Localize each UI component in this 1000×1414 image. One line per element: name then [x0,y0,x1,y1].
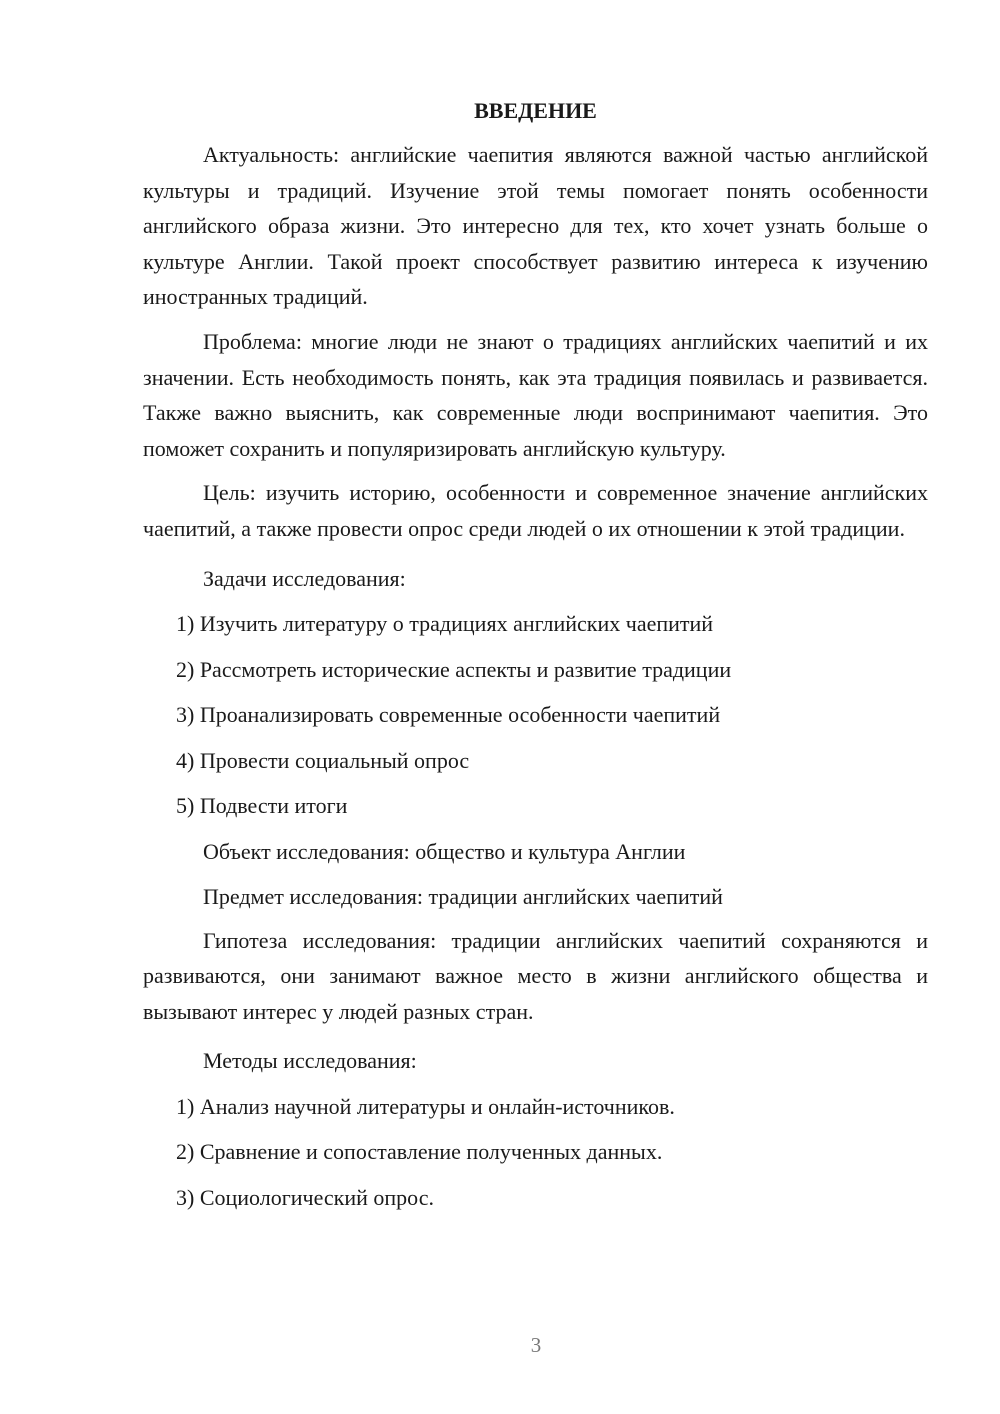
task-item: 4) Провести социальный опрос [176,747,470,773]
goal-paragraph: Цель: изучить историю, особенности и современное значение английских чаепитий, а также провести опрос среди людей о их отношении к этой традиции. [143,480,928,541]
subject-line: Предмет исследования: традиции английских чаепитий [203,884,723,910]
task-item: 3) Проанализировать современные особенности чаепитий [176,702,721,728]
relevance-paragraph: Актуальность: английские чаепития являются важной частью английской культуры и традиций. Изучение этой темы помогает понять особенности английского образа жизни. Это интересно для тех, кто хочет узнать больше о культуре Англии. Такой проект способствует развитию интереса к изучению иностранных традиций. [143,142,928,310]
method-item: 1) Анализ научной литературы и онлайн-источников. [176,1093,675,1119]
method-item: 3) Социологический опрос. [176,1184,434,1210]
hypothesis-paragraph: Гипотеза исследования: традиции английских чаепитий сохраняются и развиваются, они занимают важное место в жизни английского общества и вызывают интерес у людей разных стран. [143,927,928,1024]
method-item: 2) Сравнение и сопоставление полученных данных. [176,1139,663,1165]
page-number: 3 [530,1333,542,1357]
methods-section [143,1038,928,1220]
object-line: Объект исследования: общество и культура Англии [203,838,686,864]
problem-paragraph: Проблема: многие люди не знают о традициях английских чаепитий и их значении. Есть необходимость понять, как эта традиция появилась и развивается. Также важно выяснить, как современные люди воспринимают чаепития. Это поможет сохранить и популяризировать английскую культуру. [143,328,928,461]
task-item: 5) Подвести итоги [176,793,348,819]
tasks-section [143,556,928,829]
document-page [143,95,928,1220]
task-item: 1) Изучить литературу о традициях английских чаепитий [176,611,714,637]
tasks-heading: Задачи исследования: [203,565,406,591]
page-title: ВВЕДЕНИЕ [474,98,597,123]
task-item: 2) Рассмотреть исторические аспекты и развитие традиции [176,656,732,682]
methods-heading: Методы исследования: [203,1048,417,1074]
